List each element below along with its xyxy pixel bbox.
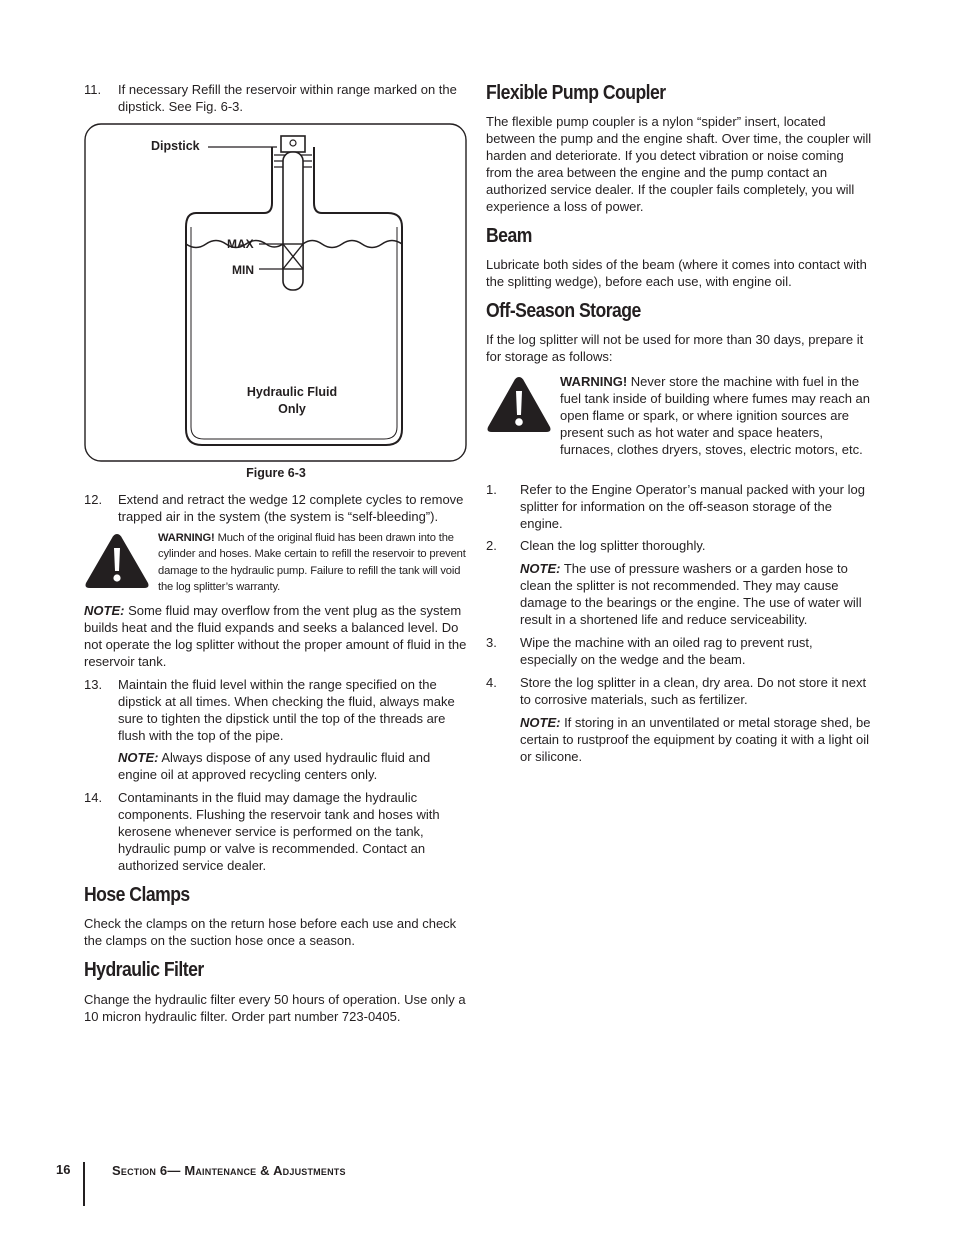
min-label: MIN — [232, 263, 254, 277]
heading-beam: Beam — [486, 225, 532, 247]
warning-icon — [84, 532, 150, 590]
heading-off-season-storage: Off-Season Storage — [486, 300, 641, 322]
figure-reservoir — [84, 123, 468, 463]
note-4: NOTE: If storing in an unventilated or metal storage shed, be certain to rustproof the equipment by coating it with a light oil or silicone. — [520, 715, 871, 764]
max-label: MAX — [227, 237, 254, 251]
hydraulic-filter-text: Change the hydraulic filter every 50 hours of operation. Use only a 10 micron hydraulic filter. Order part number 723-0405. — [84, 992, 466, 1024]
heading-hydraulic-filter: Hydraulic Filter — [84, 959, 204, 981]
warning-text-1: WARNING! Much of the original fluid has been drawn into the cylinder and hoses. Make certain to refill the reservoir to prevent damage to the hydraulic pump. Failure to refill the tank will void the log splitter’s warranty. — [158, 532, 466, 593]
hose-clamps-text: Check the clamps on the return hose before each use and check the clamps on the suction hose once a season. — [84, 916, 457, 948]
page-number: 16 — [56, 1162, 71, 1177]
heading-hose-clamps: Hose Clamps — [84, 884, 190, 906]
note-1: NOTE: Some fluid may overflow from the vent plug as the system builds heat and the fluid expands and seeks a balanced level. Do not operate the log splitter without the proper amount of fluid in the reservoir tank. — [84, 603, 467, 669]
figure-caption: Figure 6-3 — [246, 466, 306, 480]
fluid-label: Hydraulic Fluid Only — [246, 385, 338, 416]
heading-pump-coupler: Flexible Pump Coupler — [486, 82, 666, 104]
pump-coupler-text: The flexible pump coupler is a nylon “spider” insert, located between the pump and the engine shaft. Over time, the coupler will harden and deteriorate. If you detect vibration or noise coming from the area between the engine and the pump contact an authorized service dealer. If the coupler fails completely, you will experience a loss of power. — [486, 114, 872, 214]
warning-text-2: WARNING! Never store the machine with fuel in the fuel tank inside of building where fumes may reach an open flame or spark, or where ignition sources are present such as hot water and space heaters, furnaces, clothes dryers, stoves, electric motors, etc. — [560, 374, 871, 457]
warning-icon — [486, 375, 552, 435]
footer-divider — [83, 1162, 85, 1206]
section-title: Section 6— Maintenance & Adjustments — [112, 1163, 346, 1178]
beam-text: Lubricate both sides of the beam (where it comes into contact with the splitting wedge), before each use, with engine oil. — [486, 257, 867, 289]
dipstick-label: Dipstick — [151, 139, 200, 153]
note-3: NOTE: The use of pressure washers or a garden hose to clean the splitter is not recommended. They may cause damage to the bearings or the engine. The use of water will result in a shortened life and reduce serviceability. — [520, 561, 862, 627]
note-2: NOTE: Always dispose of any used hydraulic fluid and engine oil at approved recycling centers only. — [118, 750, 431, 782]
storage-text: If the log splitter will not be used for more than 30 days, prepare it for storage as follows: — [486, 332, 864, 364]
